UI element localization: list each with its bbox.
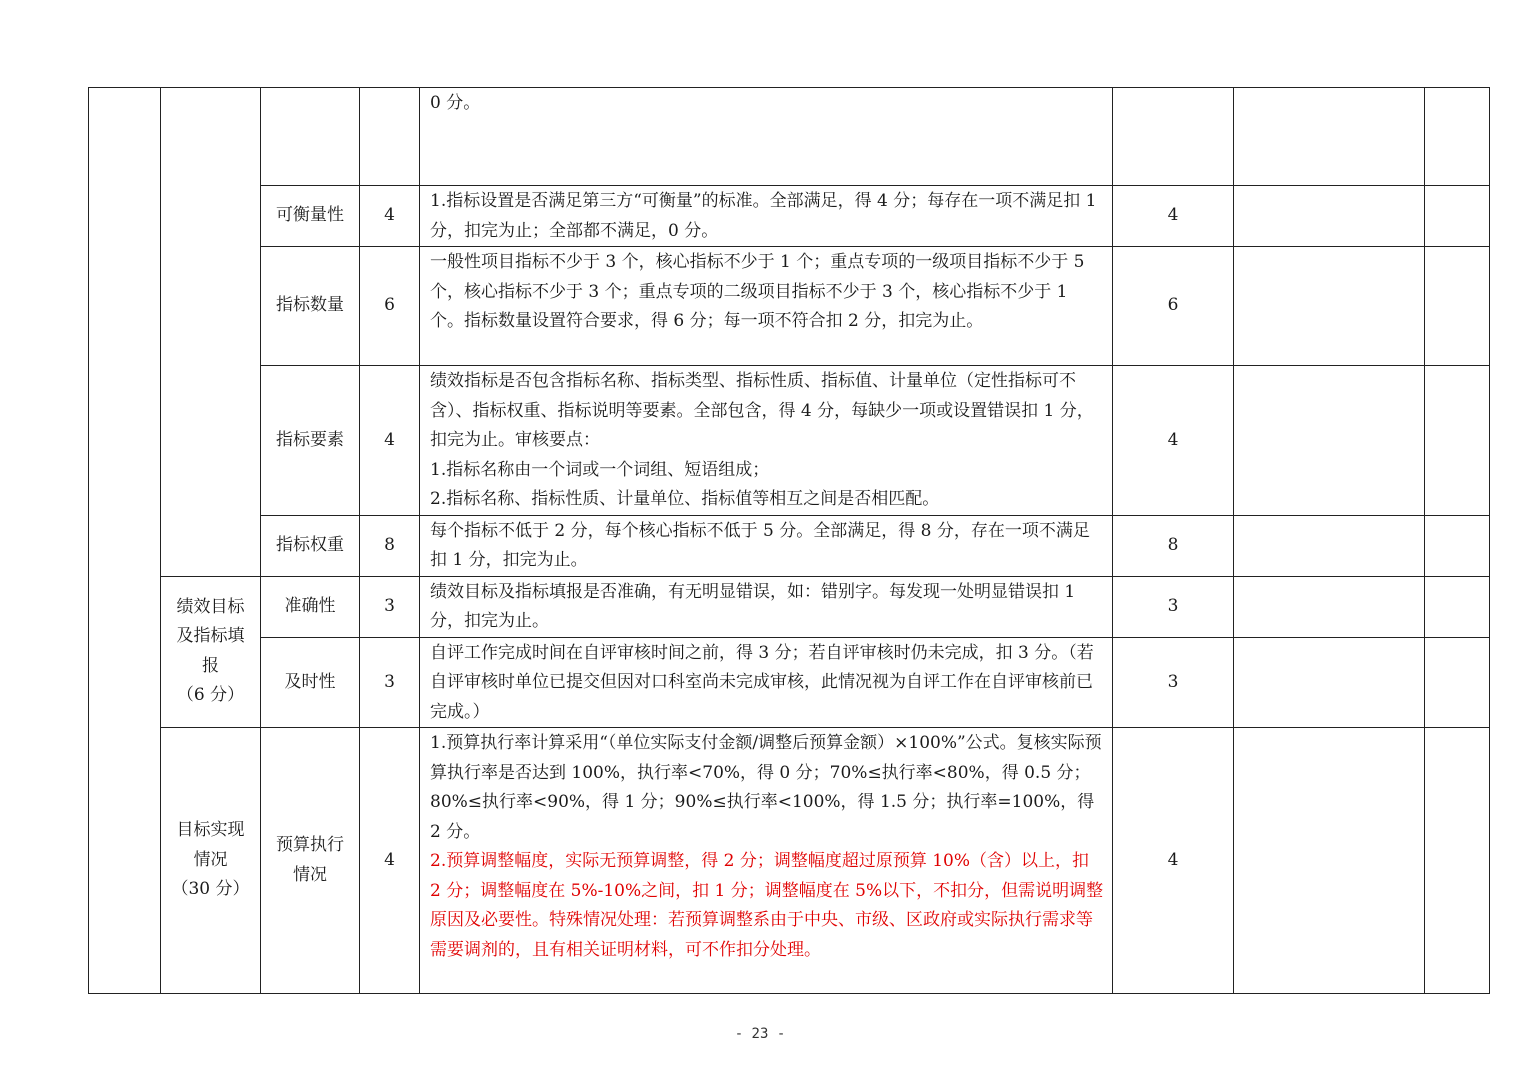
score-cell: 3 <box>1113 637 1234 728</box>
indicator-cell: 预算执行情况 <box>261 728 360 994</box>
blank-cell <box>1234 186 1425 247</box>
criteria-cell: 绩效指标是否包含指标名称、指标类型、指标性质、指标值、计量单位（定性指标可不含）、指标权重、指标说明等要素。全部包含，得 4 分，每缺少一项或设置错误扣 1 分，扣完为止。审核要点： 1.指标名称由一个词或一个词组、短语组成； 2.指标名称、指标性质、计量单位、指标值等相互之间是否相匹配。 <box>420 366 1113 516</box>
table-row <box>89 88 1490 186</box>
criteria-cell: 绩效目标及指标填报是否准确，有无明显错误，如：错别字。每发现一处明显错误扣 1 分，扣完为止。 <box>420 576 1113 637</box>
indicator-cell: 指标要素 <box>261 366 360 516</box>
blank-cell <box>1234 247 1425 366</box>
indicator-cell: 准确性 <box>261 576 360 637</box>
criteria-cell: 一般性项目指标不少于 3 个，核心指标不少于 1 个；重点专项的一级项目指标不少于 5 个，核心指标不少于 3 个；重点专项的二级项目指标不少于 3 个，核心指标不少于 1 个。指标数量设置符合要求，得 6 分；每一项不符合扣 2 分，扣完为止。 <box>420 247 1113 366</box>
blank-cell <box>1234 637 1425 728</box>
table-row <box>89 515 1490 576</box>
weight-cell: 6 <box>360 247 420 366</box>
table-row <box>89 728 1490 994</box>
weight-cell: 3 <box>360 576 420 637</box>
group-cell <box>161 88 261 577</box>
indicator-cell <box>261 88 360 186</box>
criteria-cell: 1.预算执行率计算采用“（单位实际支付金额/调整后预算金额）×100%”公式。复核实际预算执行率是否达到 100%，执行率<70%，得 0 分；70%≤执行率<80%，得 0.5 分；80%≤执行率<90%，得 1 分；90%≤执行率<100%，得 1.5 分；执行率=100%，得 2 分。 2.预算调整幅度，实际无预算调整，得 2 分；调整幅度超过原预算 10%（含）以上，扣 2 分；调整幅度在 5%-10%之间，扣 1 分；调整幅度在 5%以下，不扣分，但需说明调整原因及必要性。特殊情况处理：若预算调整系由于中央、市级、区政府或实际执行需求等需要调剂的，且有相关证明材料，可不作扣分处理。 <box>420 728 1113 994</box>
weight-cell <box>360 88 420 186</box>
note-cell <box>1425 728 1490 994</box>
category-cell <box>89 88 161 994</box>
evaluation-table <box>88 87 1490 994</box>
score-cell: 4 <box>1113 186 1234 247</box>
highlighted-criteria: 2.预算调整幅度，实际无预算调整，得 2 分；调整幅度超过原预算 10%（含）以上，扣 2 分；调整幅度在 5%-10%之间，扣 1 分；调整幅度在 5%以下，不扣分，但需说明调整原因及必要性。特殊情况处理：若预算调整系由于中央、市级、区政府或实际执行需求等需要调剂的，且有相关证明材料，可不作扣分处理。 <box>430 851 1104 960</box>
criteria-cell: 每个指标不低于 2 分，每个核心指标不低于 5 分。全部满足，得 8 分，存在一项不满足扣 1 分，扣完为止。 <box>420 515 1113 576</box>
group-cell-achieve: 目标实现 情况 （30 分） <box>161 728 261 994</box>
blank-cell <box>1234 576 1425 637</box>
blank-cell <box>1234 366 1425 516</box>
indicator-cell: 及时性 <box>261 637 360 728</box>
criteria-cell: 自评工作完成时间在自评审核时间之前，得 3 分；若自评审核时仍未完成，扣 3 分。（若自评审核时单位已提交但因对口科室尚未完成审核，此情况视为自评工作在自评审核前已完成。） <box>420 637 1113 728</box>
note-cell <box>1425 576 1490 637</box>
table-row <box>89 247 1490 366</box>
note-cell <box>1425 88 1490 186</box>
indicator-cell: 指标数量 <box>261 247 360 366</box>
note-cell <box>1425 637 1490 728</box>
group-cell-fill: 绩效目标 及指标填 报 （6 分） <box>161 576 261 728</box>
weight-cell: 4 <box>360 366 420 516</box>
criteria-cell: 0 分。 <box>420 88 1113 186</box>
table-row <box>89 186 1490 247</box>
table-row <box>89 576 1490 637</box>
score-cell: 4 <box>1113 728 1234 994</box>
note-cell <box>1425 366 1490 516</box>
note-cell <box>1425 186 1490 247</box>
table-row <box>89 366 1490 516</box>
note-cell <box>1425 247 1490 366</box>
table-row <box>89 637 1490 728</box>
weight-cell: 8 <box>360 515 420 576</box>
blank-cell <box>1234 515 1425 576</box>
note-cell <box>1425 515 1490 576</box>
blank-cell <box>1234 88 1425 186</box>
blank-cell <box>1234 728 1425 994</box>
indicator-cell: 可衡量性 <box>261 186 360 247</box>
score-cell: 4 <box>1113 366 1234 516</box>
weight-cell: 3 <box>360 637 420 728</box>
score-cell: 8 <box>1113 515 1234 576</box>
score-cell: 3 <box>1113 576 1234 637</box>
score-cell <box>1113 88 1234 186</box>
score-cell: 6 <box>1113 247 1234 366</box>
page-number: - 23 - <box>734 1026 786 1042</box>
weight-cell: 4 <box>360 728 420 994</box>
indicator-cell: 指标权重 <box>261 515 360 576</box>
criteria-cell: 1.指标设置是否满足第三方“可衡量”的标准。全部满足，得 4 分；每存在一项不满足扣 1 分，扣完为止；全部都不满足，0 分。 <box>420 186 1113 247</box>
weight-cell: 4 <box>360 186 420 247</box>
